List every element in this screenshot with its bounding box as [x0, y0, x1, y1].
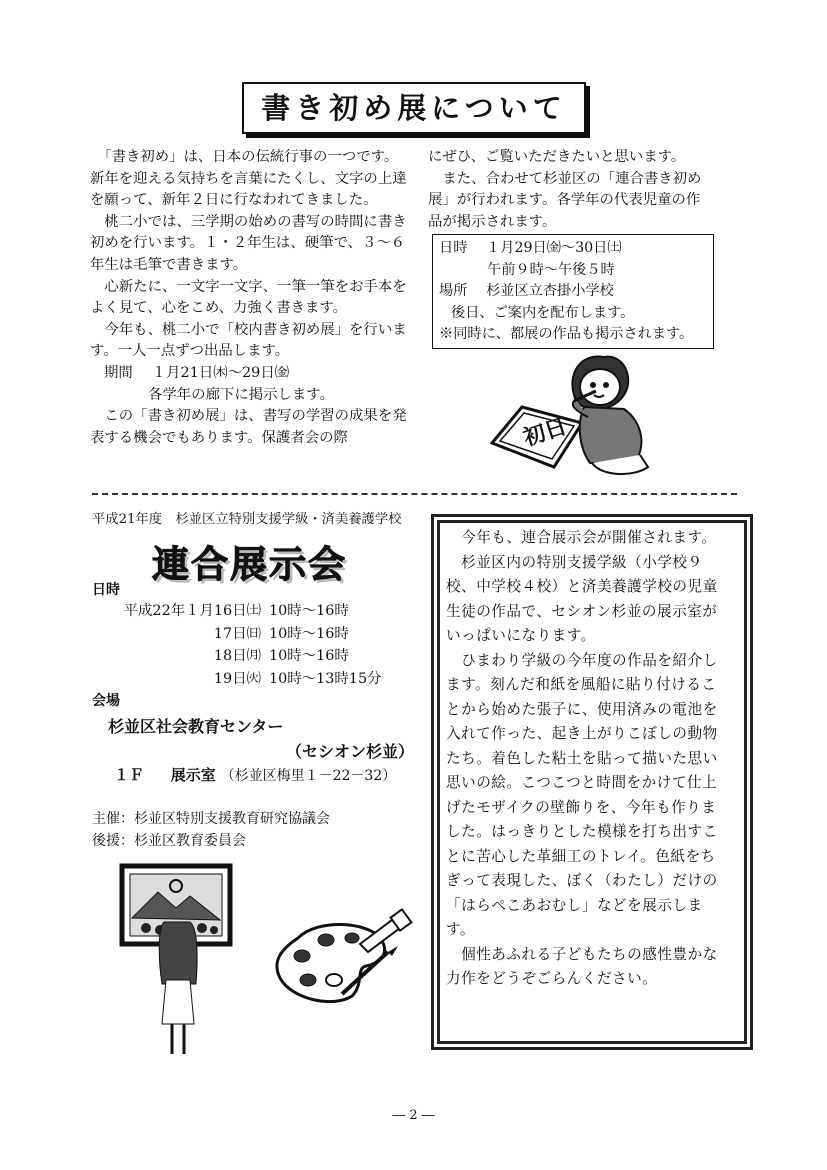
- exhibition-dates: [108, 600, 408, 690]
- period-line: [90, 363, 412, 385]
- paragraph: 杉並区内の特別支援学級（小学校９校、中学校４校）と済美養護学校の児童生徒の作品で、セシオン杉並の展示室がいっぱいになります。: [446, 553, 718, 644]
- place-value: 杉並区立杏掛小学校: [486, 283, 614, 300]
- date-day: 19日㈫: [213, 670, 261, 687]
- credits: [92, 808, 330, 852]
- kakizome-right-column: [428, 147, 708, 233]
- venue-room-line: [114, 764, 396, 785]
- kakizome-left-column: [90, 147, 412, 449]
- date-line: [439, 238, 707, 260]
- paragraph: 今年も、連合展示会が開催されます。: [446, 529, 717, 546]
- paragraph: 心新たに、一文字一文字、一筆一筆をお手本をよく見て、心をこめ、力強く書きます。: [90, 278, 407, 317]
- time-value: 午前９時～午後５時: [487, 261, 615, 278]
- date-day: 18日㈪: [213, 648, 261, 664]
- venue-address: （杉並区梅里１－22－32）: [220, 768, 397, 784]
- exhibition-title: 連合展示会: [152, 543, 347, 586]
- exhibition-description-text: [446, 526, 724, 992]
- child-viewing-painting-illustration: [118, 862, 238, 1058]
- sponsor: 後援：杉並区教育委員会: [92, 833, 246, 849]
- venue-heading: 会場: [92, 693, 120, 709]
- exhibition-subtitle: 平成21年度 杉並区立特別支援学級・済美養護学校: [92, 512, 402, 527]
- date-time: 10時～16時: [269, 648, 349, 664]
- paragraph: また、合わせて杉並区の「連合書き初め展」が行われます。各学年の代表児童の作品が掲示されます。: [428, 170, 702, 230]
- paragraph: 個性あふれる子どもたちの感性豊かな力作をどうぞごらんください。: [446, 945, 718, 987]
- box-note: 後日、ご案内を配布します。: [451, 304, 635, 321]
- date-row: [108, 623, 408, 646]
- date-day: 17日㈰: [213, 625, 261, 642]
- date-label: 日時: [439, 240, 468, 256]
- paragraph: ひまわり学級の今年度の作品を紹介します。刻んだ和紙を風船に貼り付けることから始めた張子に、使用済みの電池を入れて作った、起き上がりこぼしの動物たち。着色した粘土を貼って描いた思い思いの絵。こつこつと時間をかけて仕上げたモザイクの壁飾りを、今年も作りました。はっきりとした模様を打ち出すことに苦心した革細工のトレイ。色紙をちぎって表現した、ぼく（わたし）だけの「はらぺこあおむし」などを展示します。: [446, 651, 718, 938]
- period-note: 各学年の廊下に掲示します。: [148, 386, 334, 403]
- paragraph: 桃二小では、三学期の始めの書写の時間に書き初めを行います。１・２年生は、硬筆で、３～６年生は毛筆で書きます。: [90, 213, 407, 273]
- box-note: ※同時に、都展の作品も掲示されます。: [439, 326, 694, 343]
- calligraphy-girl-illustration: [484, 345, 664, 483]
- section-divider: [92, 493, 737, 495]
- venue-alias: （セシオン杉並）: [286, 742, 415, 761]
- palette-illustration: [268, 908, 418, 1008]
- page-number: ― 2 ―: [392, 1108, 435, 1123]
- venue-floor: １Ｆ: [114, 766, 145, 784]
- date-row: [108, 668, 408, 691]
- period-value: １月21日㈭～29日㈮: [151, 364, 290, 381]
- kakizome-title: 書き初め展について: [242, 82, 586, 134]
- place-line: [439, 281, 707, 303]
- kakizome-info-box: [432, 234, 714, 349]
- date-time: 10時～16時: [269, 603, 349, 619]
- venue-room: 展示室: [170, 766, 216, 784]
- date-row: [108, 600, 408, 623]
- date-time: 10時～13時15分: [269, 670, 382, 687]
- illustration-text: 初日: [520, 414, 571, 452]
- paragraph: 「書き初め」は、日本の伝統行事の一つです。新年を迎える気持ちを言葉にたくし、文字の上達を願って、新年２日に行なわれてきました。: [90, 149, 407, 209]
- date-time: 10時～16時: [269, 625, 349, 642]
- paragraph: にぜひ、ご覧いただきたいと思います。: [428, 149, 686, 165]
- venue-name: 杉並区社会教育センター: [108, 717, 284, 736]
- date-value: １月29日㈮～30日㈯: [486, 240, 622, 256]
- period-label: 期間: [104, 364, 133, 381]
- paragraph: この「書き初め展」は、書写の学習の成果を発表する機会でもあります。保護者会の際: [90, 408, 407, 446]
- date-heading: 日時: [92, 582, 120, 598]
- place-label: 場所: [439, 283, 468, 300]
- date-row: [108, 645, 408, 668]
- date-day: 平成22年１月16日㈯: [123, 603, 261, 619]
- paragraph: 今年も、桃二小で「校内書き初め展」を行います。一人一点ずつ出品します。: [90, 321, 407, 360]
- organizer: 主催：杉並区特別支援教育研究協議会: [92, 811, 330, 827]
